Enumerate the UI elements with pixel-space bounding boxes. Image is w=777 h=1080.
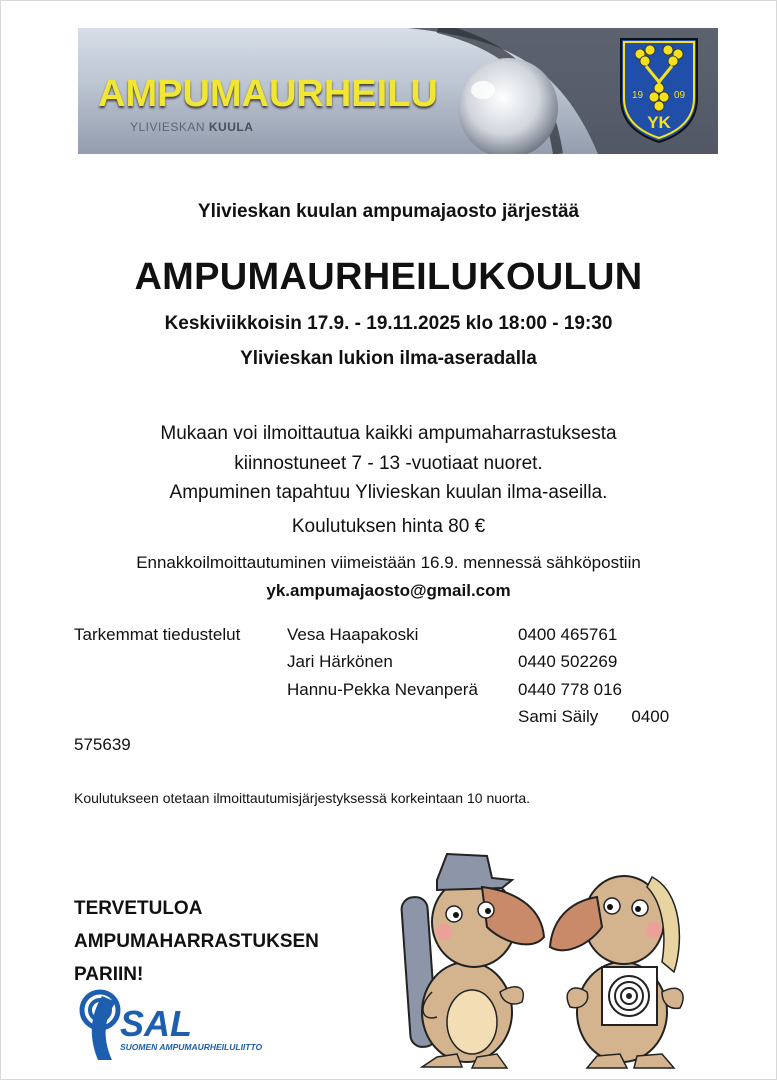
info-line-3: Ampuminen tapahtuu Ylivieskan kuulan ilma-aseilla.	[169, 482, 608, 503]
right-bird-graphic	[550, 876, 683, 1068]
welcome-line-1: TERVETULOA	[74, 898, 203, 919]
schedule-line: Keskiviikkoisin 17.9. - 19.11.2025 klo 18:00 - 19:30	[164, 313, 613, 334]
sal-logo-icon	[72, 988, 287, 1068]
logo-initials: YK	[647, 113, 671, 132]
info-line-2: kiinnostuneet 7 - 13 -vuotiaat nuoret.	[234, 453, 543, 474]
contact-wrapped-line-start: Sami Säily 0400	[518, 707, 670, 726]
contact-name: Jari Härkönen	[287, 652, 393, 671]
contacts-label: Tarkemmat tiedustelut	[74, 625, 241, 644]
contact-name: Hannu-Pekka Nevanperä	[287, 680, 478, 699]
banner-subtitle-prefix: YLIVIESKAN	[130, 120, 209, 134]
registration-line: Ennakkoilmoittautuminen viimeistään 16.9. mennessä sähköpostiin	[136, 553, 641, 572]
contact-phone: 0440 502269	[518, 652, 618, 671]
logo-year-left: 19	[632, 90, 644, 101]
cartoon-birds-illustration	[392, 842, 692, 1070]
venue-line: Ylivieskan lukion ilma-aseradalla	[240, 348, 537, 369]
yk-club-logo-icon	[618, 36, 700, 144]
info-line-1: Mukaan voi ilmoittautua kaikki ampumaharrastuksesta	[160, 423, 617, 444]
sal-logo-full: SUOMEN AMPUMAURHEILULIITTO	[120, 1042, 263, 1052]
capacity-note: Koulutukseen otetaan ilmoittautumisjärjestyksessä korkeintaan 10 nuorta.	[74, 790, 531, 806]
header-banner	[78, 28, 718, 154]
contact-wrapped-line-end: 575639	[74, 735, 131, 754]
welcome-line-2: AMPUMAHARRASTUKSEN	[74, 931, 319, 952]
contact-phone: 0400 465761	[518, 625, 618, 644]
welcome-line-3: PARIIN!	[74, 964, 144, 985]
welcome-text	[74, 892, 319, 991]
banner-title: AMPUMAURHEILU	[98, 73, 438, 115]
logo-year-right: 09	[674, 90, 686, 101]
organizer-line: Ylivieskan kuulan ampumajaosto järjestää	[197, 201, 580, 222]
contact-phone: 0440 778 016	[518, 680, 622, 699]
main-title: AMPUMAURHEILUKOULUN	[134, 256, 643, 298]
price-line: Koulutuksen hinta 80 €	[291, 516, 486, 537]
banner-subtitle	[130, 120, 253, 134]
contact-name: Vesa Haapakoski	[287, 625, 419, 644]
email-address[interactable]: yk.ampumajaosto@gmail.com	[266, 581, 511, 600]
banner-subtitle-bold: KUULA	[208, 120, 254, 134]
left-bird-graphic	[401, 854, 544, 1068]
sal-logo-short: SAL	[120, 1003, 192, 1044]
